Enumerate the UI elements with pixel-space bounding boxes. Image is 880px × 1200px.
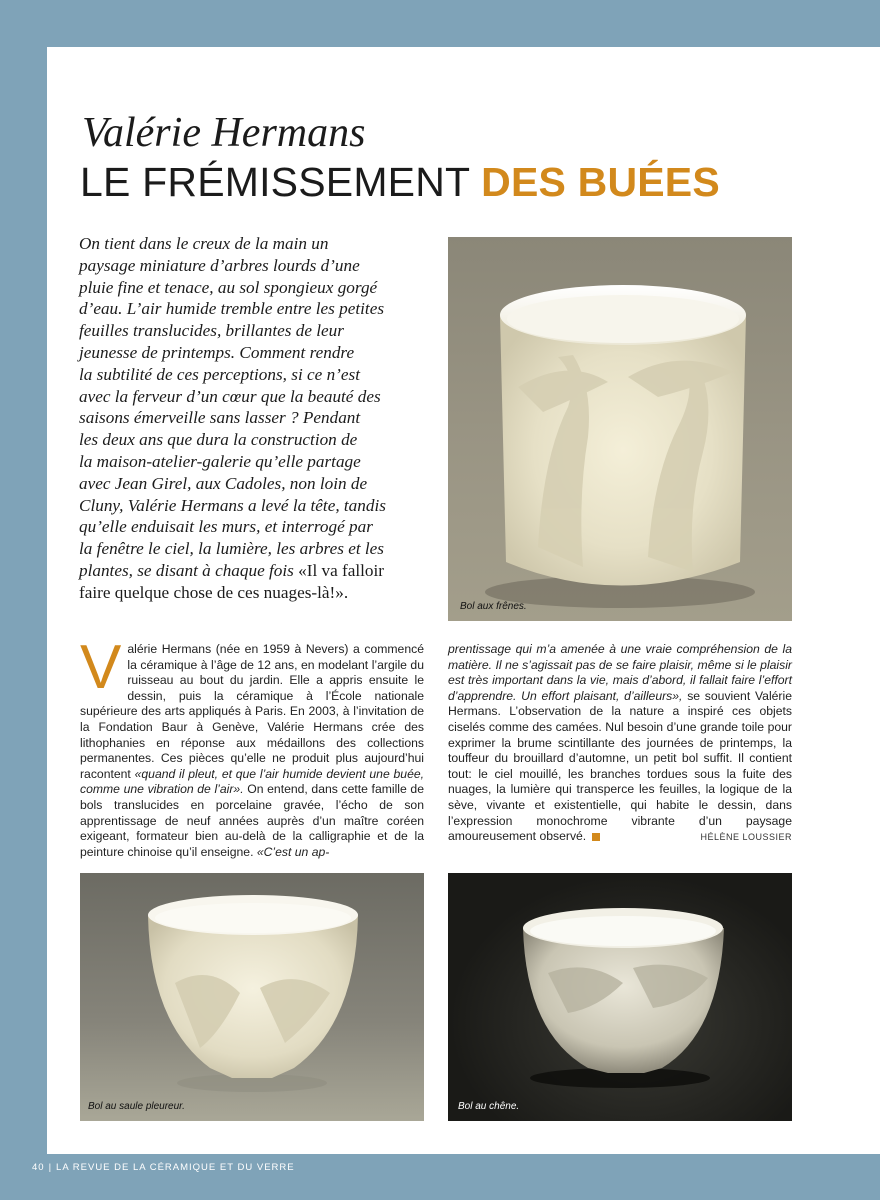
intro-line: Cluny, Valérie Hermans a levé la tête, tandis bbox=[79, 495, 386, 515]
photo-caption: Bol au chêne. bbox=[458, 1101, 520, 1112]
intro-line: saisons émerveille sans lasser ? Pendant bbox=[79, 408, 361, 428]
bowl-oak-image bbox=[448, 873, 792, 1121]
intro-line: avec Jean Girel, aux Cadoles, non loin de bbox=[79, 473, 368, 493]
intro-line: jeunesse de printemps. Comment rendre bbox=[79, 342, 355, 362]
intro-line: feuilles translucides, brillantes de leur bbox=[79, 321, 344, 341]
drop-cap: V bbox=[80, 633, 122, 702]
intro-line: paysage miniature d’arbres lourds d’une bbox=[79, 255, 360, 275]
page-number: 40 bbox=[32, 1162, 45, 1173]
end-of-article-square-icon bbox=[592, 833, 600, 841]
intro-line: la subtilité de ces perceptions, si ce n’est bbox=[79, 364, 360, 384]
article-text: alérie Hermans (née en 1959 à Nevers) a commencé la céramique à l’âge de 12 ans, en modelant l’argile du ruisseau au bout du jardin. Elle a appris ensuite le dessin, puis la céramique à l’École nationale supérieure des arts appliqués à Paris. En 2003, à l’invitation de la Fondation Baur à Genève, Valérie Hermans crée des lithophanies en réponse aux médaillons des collections permanentes. Ces pièces qu’elle ne produit plus aujourd’hui racontent bbox=[80, 642, 424, 781]
photo-bol-aux-frenes bbox=[448, 237, 792, 621]
photo-caption: Bol au saule pleureur. bbox=[88, 1101, 185, 1112]
publication-name: LA REVUE DE LA CÉRAMIQUE ET DU VERRE bbox=[56, 1162, 295, 1173]
intro-line: la fenêtre le ciel, la lumière, les arbres et les bbox=[79, 539, 384, 559]
title-main-text: LE FRÉMISSEMENT bbox=[80, 159, 470, 205]
bowl-willow-image bbox=[80, 873, 424, 1121]
intro-quote-end: faire quelque chose de ces nuages-là!». bbox=[79, 582, 349, 602]
article-quote: prentissage qui m’a amenée à une vraie compréhension de la matière. Il ne s’agissait pas de se faire plaisir, même si le plaisir est très important dans la vie, mais d’abord, il fallait faire l’effort d’apprendre. Un effort plaisant, d’ailleurs», bbox=[448, 642, 792, 703]
article-text: se souvient Valérie Hermans. L’observation de la nature a inspiré ces objets ciselés comme des camées. Nul besoin d’une grande toile pour exprimer la brume scintillante des journées de printemps, la touffeur du brouillard d’automne, un petit bol suffit. Il contient tout: le ciel mouillé, les branches tordues sous la fuite des nuages, la lumière qui transperce les feuilles, la logique de la sève, vivante et existentielle, qui habite le dessin, dans l’expression monochrome vibrante d’un paysage amoureusement observé. bbox=[448, 688, 792, 844]
title-accent-text: DES BUÉES bbox=[481, 159, 720, 205]
article-column-1 bbox=[80, 633, 425, 860]
intro-line: les deux ans que dura la construction de bbox=[79, 430, 358, 450]
bowl-cylinder-image bbox=[448, 237, 792, 621]
article-quote: «quand il pleut, et que l’air humide devient une buée, comme une vibration de l’air». bbox=[80, 766, 425, 797]
article-quote: «C’est un ap- bbox=[256, 844, 330, 859]
intro-line: avec la ferveur d’un cœur que la beauté des bbox=[79, 386, 381, 406]
author-signature: HÉLÈNE LOUSSIER bbox=[700, 832, 792, 842]
photo-caption: Bol aux frênes. bbox=[460, 601, 527, 612]
intro-line: la maison-atelier-galerie qu’elle partage bbox=[79, 451, 361, 471]
intro-quote: «Il va falloir bbox=[298, 560, 385, 580]
intro-line: plantes, se disant à chaque fois bbox=[79, 560, 294, 580]
page-footer bbox=[32, 1162, 295, 1173]
intro-line: d’eau. L’air humide tremble entre les petites bbox=[79, 299, 385, 319]
article-column-2 bbox=[448, 642, 792, 845]
footer-separator: | bbox=[48, 1162, 53, 1173]
intro-line-with-quote bbox=[79, 560, 424, 582]
article-text: On entend, dans cette famille de bols translucides en porcelaine gravée, l’écho de son apprentissage de neuf années auprès d’un maître coréen exigeant, formateur bien au-delà de la calligraphie et de la peinture chinoise qu’il enseigne. bbox=[80, 782, 424, 859]
intro-line: pluie fine et tenace, au sol spongieux gorgé bbox=[79, 277, 378, 297]
photo-bol-au-saule-pleureur bbox=[80, 873, 424, 1121]
artist-name-title: Valérie Hermans bbox=[82, 110, 366, 156]
intro-line: On tient dans le creux de la main un bbox=[79, 234, 329, 253]
intro-paragraph bbox=[79, 233, 424, 604]
article-title bbox=[80, 160, 720, 205]
photo-bol-au-chene bbox=[448, 873, 792, 1121]
intro-line: qu’elle enduisait les murs, et interrogé par bbox=[79, 517, 373, 537]
